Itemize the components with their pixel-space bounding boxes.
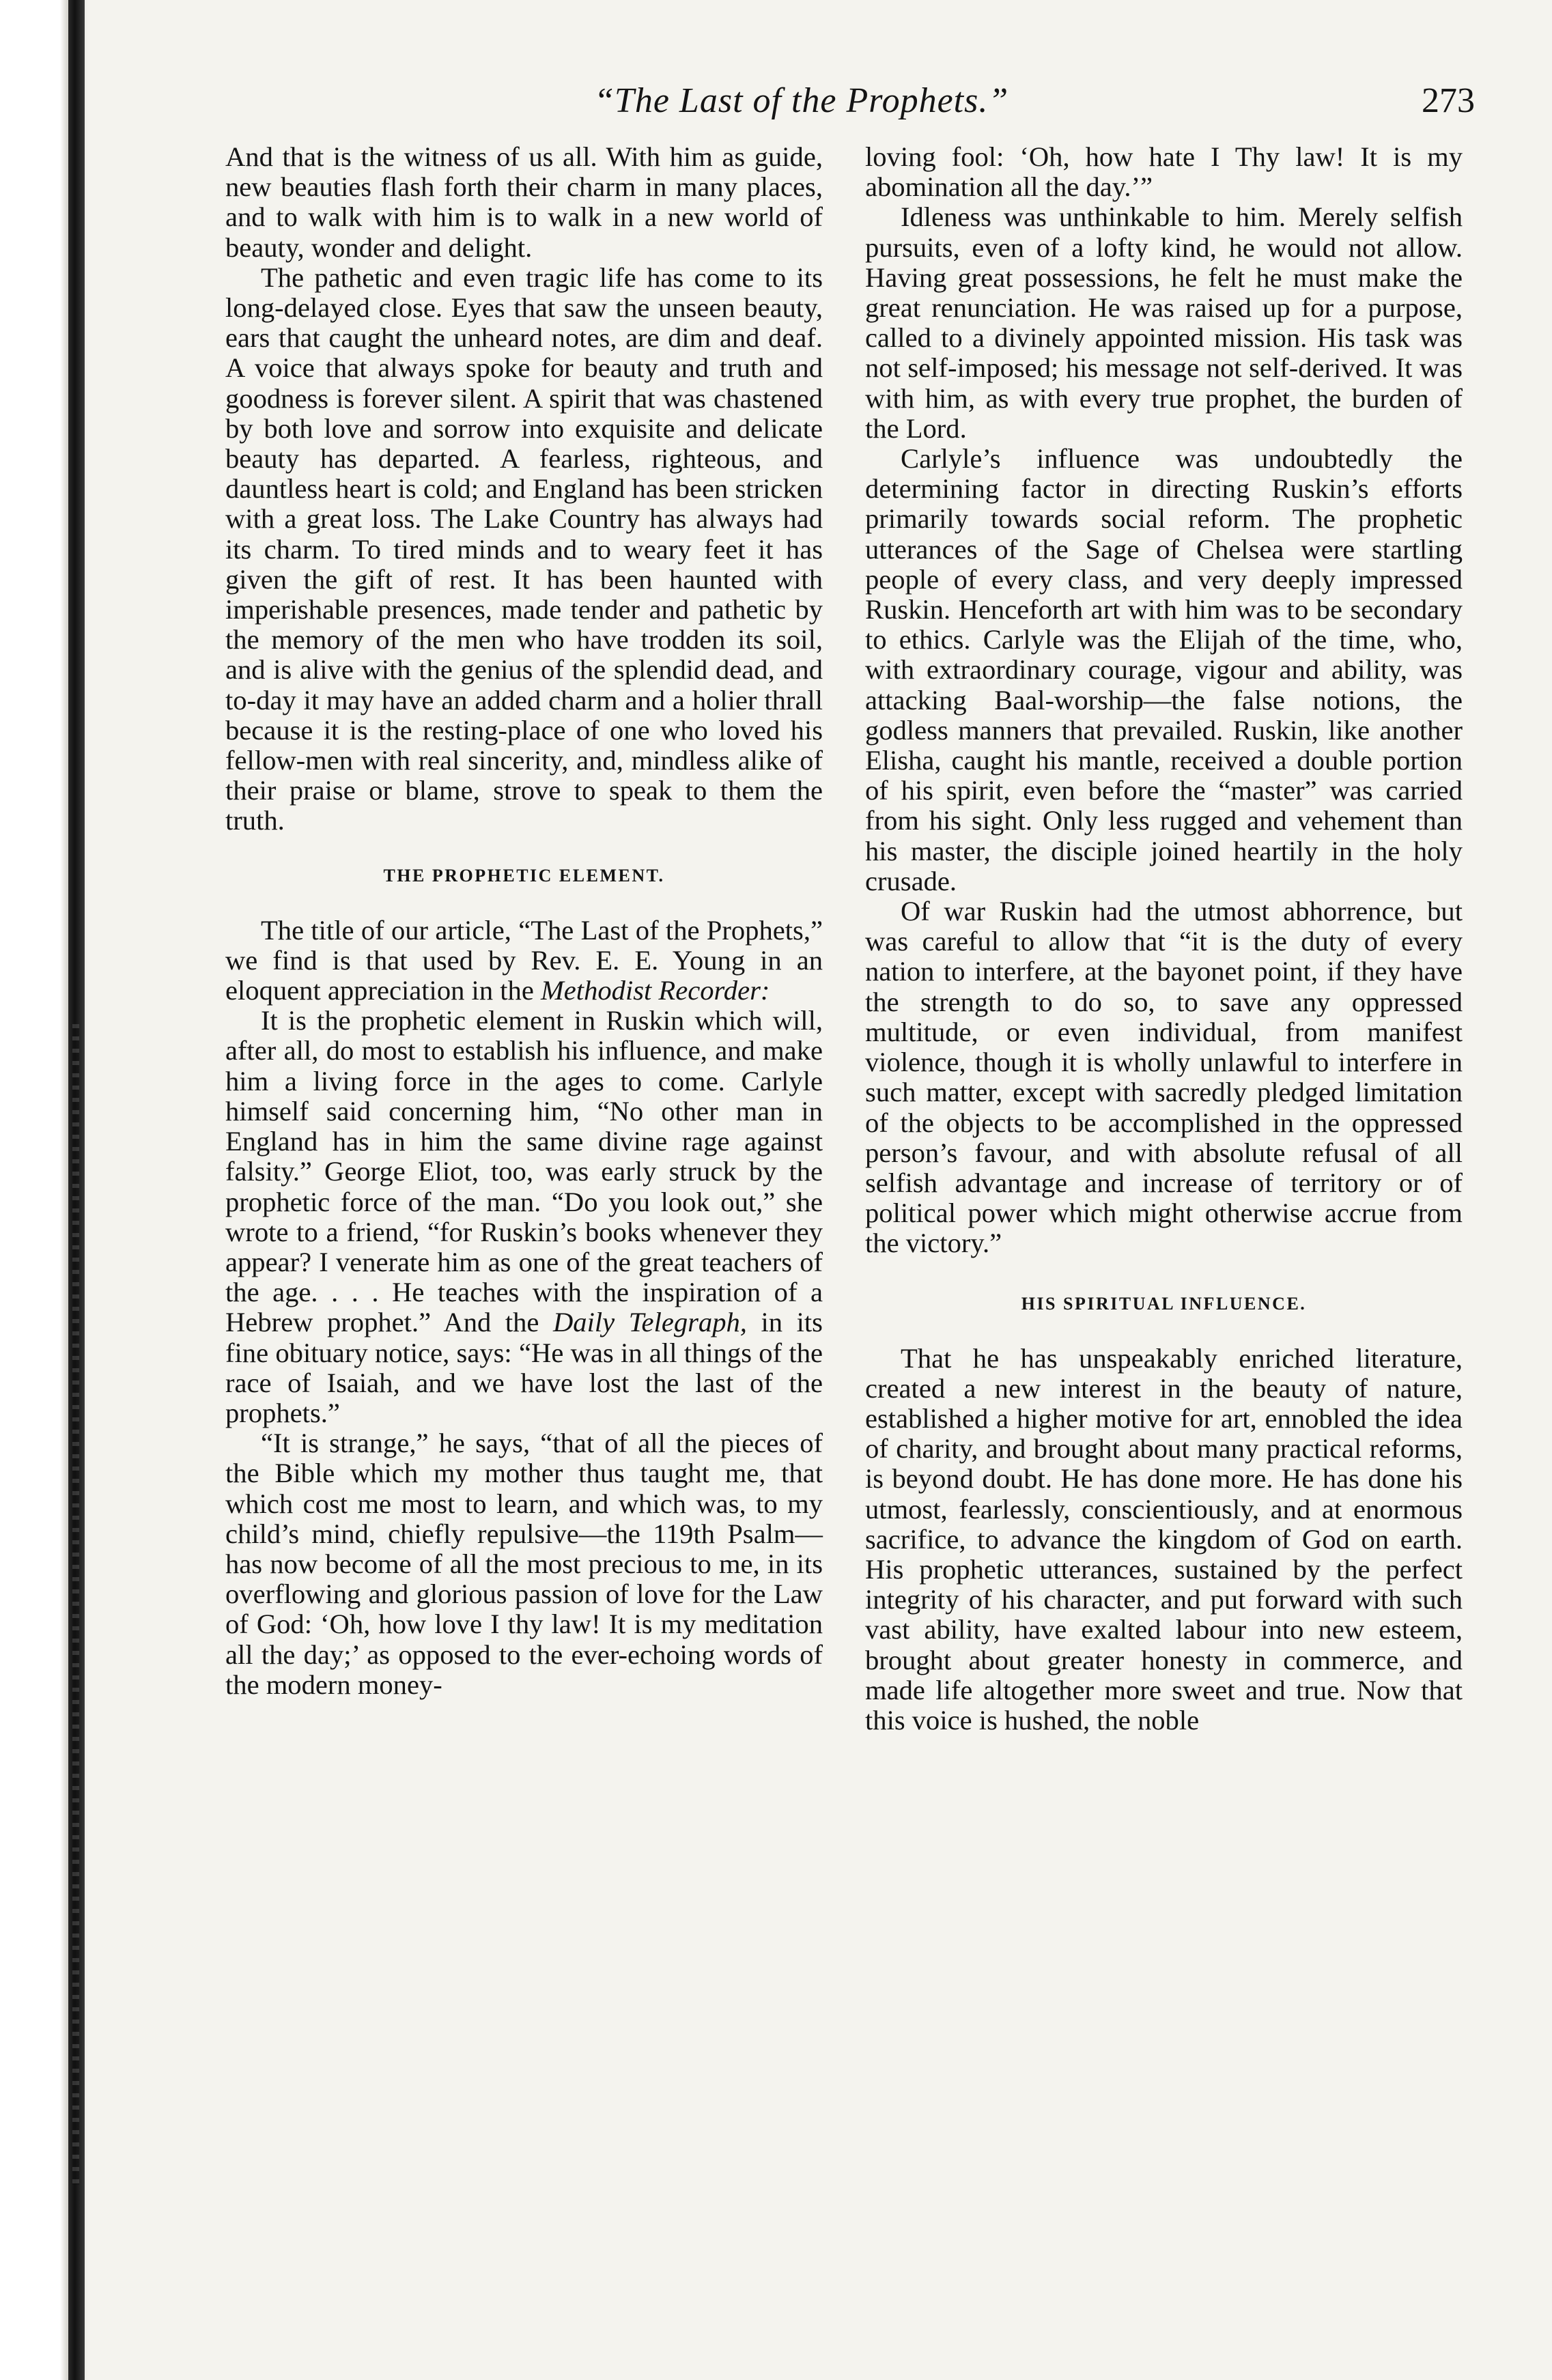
paragraph xyxy=(225,916,823,1006)
running-title: “The Last of the Prophets.” xyxy=(594,81,1009,120)
paragraph: The pathetic and even tragic life has come to its long-delayed close. Eyes that saw the unseen beauty, ears that caught the unheard notes, are dim and deaf. A voice that always spoke for beauty and truth and goodness is forever silent. A spirit that was chastened by both love and sorrow into exquisite and delicate beauty has departed. A fearless, righteous, and dauntless heart is cold; and England has been stricken with a great loss. The Lake Country has always had its charm. To tired minds and to weary feet it has given the gift of rest. It has been haunted with imperishable presences, made tender and pathetic by the memory of the men who have trodden its soil, and is alive with the genius of the splendid dead, and to-day it may have an added charm and a holier thrall because it is the resting-place of one who loved his fellow-men with real sincerity, and, mindless alike of their praise or blame, strove to speak to them the truth. xyxy=(225,261,823,836)
paragraph-text: in its fine obituary notice, says: “He was in all things of the race of Isaiah, and we have lost the last of the prophets.” xyxy=(225,1307,823,1428)
section-heading: HIS SPIRITUAL INFLUENCE. xyxy=(1021,1293,1307,1314)
paragraph-text: It is the prophetic element in Ruskin which will, after all, do most to establish his influence, and make him a living force in the ages to come. Carlyle himself said concerning him, “No other man in England has in him the same divine rage against falsity.” George Eliot, too, was early struck by the prophetic force of the man. “Do you look out,” she wrote to a friend, “for Ruskin’s books whenever they appear? I venerate him as one of the great teachers of the age. . . . He teaches with the inspiration of a Hebrew prophet.” And the xyxy=(225,1005,823,1338)
section-heading: THE PROPHETIC ELEMENT. xyxy=(383,865,665,886)
paragraph-text: The title of our article, “The Last of the Prophets,” we find is that used by Rev. E. E. Young in an eloquent appreciation in the xyxy=(225,914,823,1006)
paragraph: That he has unspeakably enriched literature, created a new interest in the beauty of nature, established a higher motive for art, ennobled the idea of charity, and brought about many practical reforms, is beyond doubt. He has done more. He has done his utmost, fearlessly, conscientiously, and at enormous sacrifice, to advance the kingdom of God on earth. His prophetic utterances, sustained by the perfect integrity of his character, and put forward with such vast ability, have exalted labour into new esteem, brought about greater honesty in commerce, and made life altogether more sweet and true. Now that this voice is hushed, the noble xyxy=(865,1342,1463,1736)
paragraph: “It is strange,” he says, “that of all the pieces of the Bible which my mother thus taught me, that which cost me most to learn, and which was, to my child’s mind, chiefly repulsive—the 119th Psalm—has now become of all the most precious to me, in its overflowing and glorious passion of love for the Law of God: ‘Oh, how love I thy law! It is my meditation all the day;’ as opposed to the ever-echoing words of the modern money- xyxy=(225,1428,823,1700)
page-number: 273 xyxy=(1422,81,1475,120)
left-column xyxy=(225,142,823,1700)
publication-title: Methodist Recorder: xyxy=(540,975,770,1006)
page-header xyxy=(225,81,1475,128)
paragraph: And that is the witness of us all. With him as guide, new beauties flash forth their charm in many places, and to walk with him is to walk in a new world of beauty, wonder and delight. xyxy=(225,141,823,263)
paragraph: Carlyle’s influence was undoubtedly the determining factor in directing Ruskin’s efforts primarily towards social reform. The prophetic utterances of the Sage of Chelsea were startling people of every class, and very deeply impressed Ruskin. Henceforth art with him was to be secondary to ethics. Carlyle was the Elijah of the time, who, with extraordinary courage, vigour and ability, was attacking Baal-worship—the false notions, the godless manners that prevailed. Ruskin, like another Elisha, caught his mantle, received a double portion of his spirit, even before the “master” was carried from his sight. Only less rugged and vehement than his master, the disciple joined heartily in the holy crusade. xyxy=(865,443,1463,896)
paragraph: Of war Ruskin had the utmost abhorrence, but was careful to allow that “it is the duty of every nation to interfere, at the bayonet point, if they have the strength to do so, to save any oppressed multitude, or even individual, from manifest violence, though it is wholly unlawful to interfere in such matter, except with sacredly pledged limitation of the objects to be accomplished in the oppressed person’s favour, and with absolute refusal of all selfish advantage and increase of territory or of political power which might otherwise accrue from the victory.” xyxy=(865,896,1463,1259)
publication-title: Daily Telegraph, xyxy=(553,1307,747,1338)
paragraph: loving fool: ‘Oh, how hate I Thy law! It is my abomination all the day.’” xyxy=(865,141,1463,203)
paragraph: Idleness was unthinkable to him. Merely selfish pursuits, even of a lofty kind, he would not allow. Having great possessions, he felt he must make the great renunciation. He was raised up for a purpose, called to a divinely appointed mission. His task was not self-imposed; his message not self-derived. It was with him, as with every true prophet, the burden of the Lord. xyxy=(865,201,1463,444)
binding-shadow xyxy=(68,0,85,2380)
right-column xyxy=(865,142,1463,1736)
paragraph xyxy=(225,1006,823,1428)
